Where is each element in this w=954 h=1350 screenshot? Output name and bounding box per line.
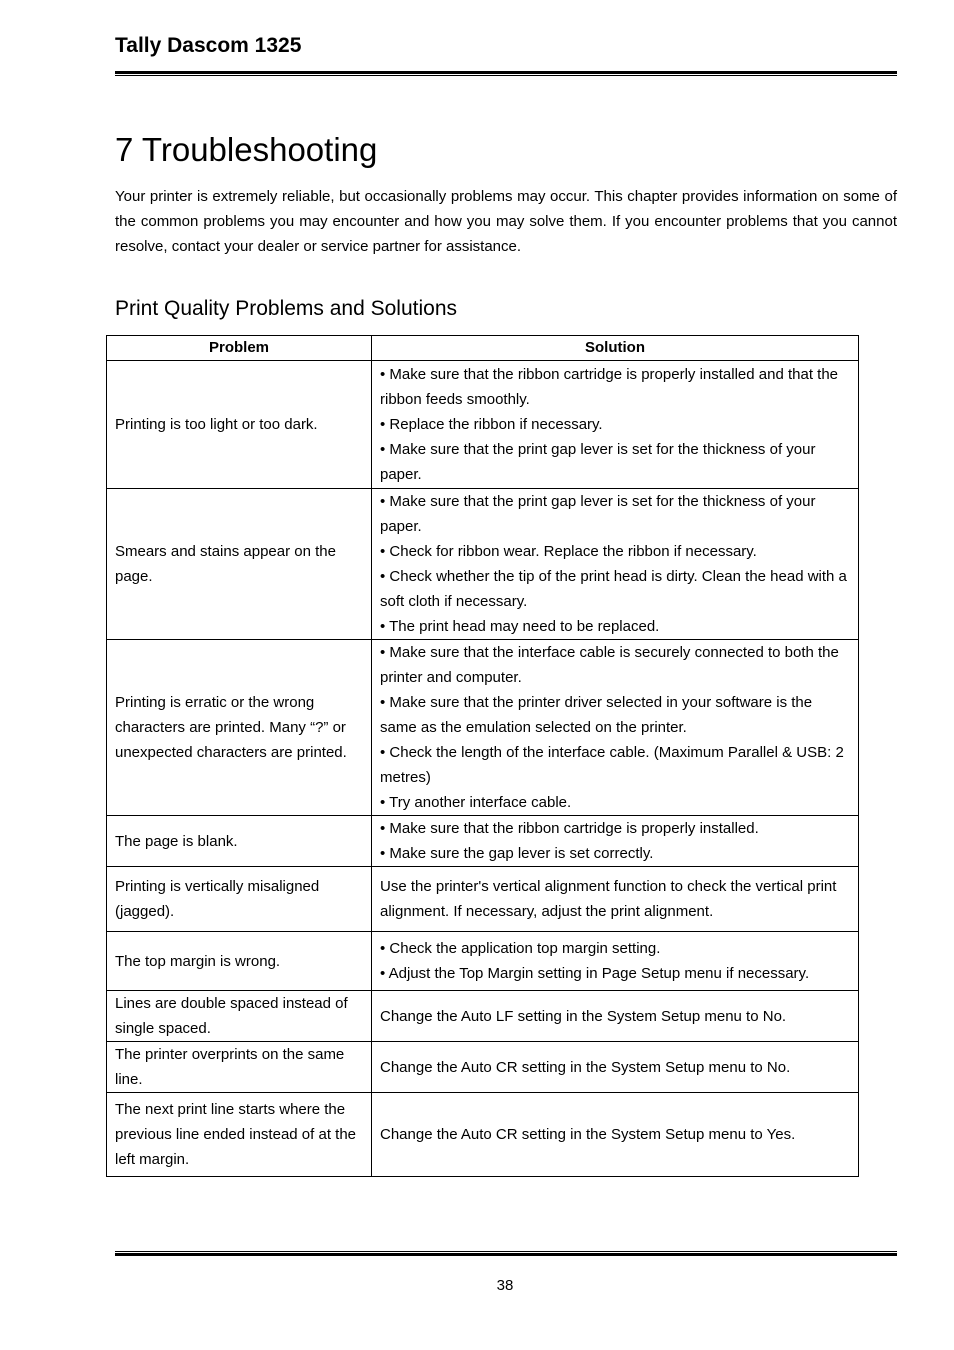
chapter-intro: Your printer is extremely reliable, but occasionally problems may occur. This chapter provides information on some of the common problems you may encounter and how you may solve them. If you encounter problems that you cannot resolve, contact your dealer or service partner for assistance. bbox=[115, 188, 897, 255]
solution-cell bbox=[372, 361, 859, 489]
solution-cell bbox=[372, 932, 859, 991]
problem-cell: Printing is erratic or the wrong characters are printed. Many “?” or unexpected characters are printed. bbox=[107, 640, 372, 816]
problem-cell: The page is blank. bbox=[107, 816, 372, 867]
problem-cell: Printing is too light or too dark. bbox=[107, 361, 372, 489]
footer-rule bbox=[115, 1251, 897, 1256]
solution-item: • Check the length of the interface cable. (Maximum Parallel & USB: 2 metres) bbox=[380, 744, 844, 786]
solution-cell bbox=[372, 867, 859, 932]
solution-item: • Try another interface cable. bbox=[380, 794, 572, 811]
problem-cell: The printer overprints on the same line. bbox=[107, 1042, 372, 1093]
chapter-title: 7 Troubleshooting bbox=[115, 131, 378, 168]
problem-cell: The next print line starts where the previous line ended instead of at the left margin. bbox=[107, 1093, 372, 1177]
solution-item: Use the printer's vertical alignment function to check the vertical print alignment. If necessary, adjust the print alignment. bbox=[380, 878, 837, 920]
solution-item: • Make sure that the ribbon cartridge is properly installed. bbox=[380, 820, 759, 837]
column-header-problem: Problem bbox=[107, 336, 372, 361]
header-rule bbox=[115, 71, 897, 76]
solution-cell bbox=[372, 489, 859, 640]
running-header-title: Tally Dascom 1325 bbox=[115, 34, 302, 57]
solution-item: Change the Auto CR setting in the System Setup menu to Yes. bbox=[380, 1126, 796, 1143]
problem-cell: Printing is vertically misaligned (jagged). bbox=[107, 867, 372, 932]
table-row bbox=[107, 640, 859, 816]
table-row bbox=[107, 1042, 859, 1093]
table-row bbox=[107, 816, 859, 867]
solution-item: Change the Auto LF setting in the System Setup menu to No. bbox=[380, 1007, 787, 1025]
solution-item: • Check for ribbon wear. Replace the ribbon if necessary. bbox=[380, 543, 757, 560]
solution-item: • Replace the ribbon if necessary. bbox=[380, 416, 603, 433]
solution-item: • Adjust the Top Margin setting in Page Setup menu if necessary. bbox=[380, 965, 810, 982]
problem-cell: The top margin is wrong. bbox=[107, 932, 372, 991]
solution-item: • Make sure that the interface cable is securely connected to both the printer and computer. bbox=[380, 644, 839, 686]
solution-item: • Make sure that the ribbon cartridge is properly installed and that the ribbon feeds smoothly. bbox=[380, 366, 839, 408]
solution-item: • Make sure that the print gap lever is set for the thickness of your paper. bbox=[380, 493, 816, 535]
section-title: Print Quality Problems and Solutions bbox=[115, 297, 457, 320]
solution-item: • Make sure that the printer driver selected in your software is the same as the emulation selected on the printer. bbox=[380, 694, 813, 736]
problem-cell: Smears and stains appear on the page. bbox=[107, 489, 372, 640]
table-header-row bbox=[107, 336, 859, 361]
solution-item: • The print head may need to be replaced. bbox=[380, 618, 660, 635]
table-row bbox=[107, 1093, 859, 1177]
troubleshooting-table bbox=[106, 335, 859, 1177]
solution-cell bbox=[372, 640, 859, 816]
solution-cell bbox=[372, 1042, 859, 1093]
solution-item: • Make sure the gap lever is set correctly. bbox=[380, 845, 654, 862]
column-header-solution: Solution bbox=[372, 336, 859, 361]
table-row bbox=[107, 489, 859, 640]
table-row bbox=[107, 867, 859, 932]
table-row bbox=[107, 932, 859, 991]
table-body bbox=[107, 361, 859, 1177]
table-row bbox=[107, 991, 859, 1042]
solution-cell bbox=[372, 816, 859, 867]
page-number: 38 bbox=[496, 1277, 514, 1294]
solution-item: • Check whether the tip of the print head is dirty. Clean the head with a soft cloth if necessary. bbox=[380, 568, 847, 610]
solution-cell bbox=[372, 1093, 859, 1177]
solution-item: • Make sure that the print gap lever is set for the thickness of your paper. bbox=[380, 441, 816, 483]
solution-cell bbox=[372, 991, 859, 1042]
problem-cell: Lines are double spaced instead of single spaced. bbox=[107, 991, 372, 1042]
solution-item: • Check the application top margin setting. bbox=[380, 940, 661, 957]
solution-item: Change the Auto CR setting in the System Setup menu to No. bbox=[380, 1058, 791, 1076]
table-row bbox=[107, 361, 859, 489]
